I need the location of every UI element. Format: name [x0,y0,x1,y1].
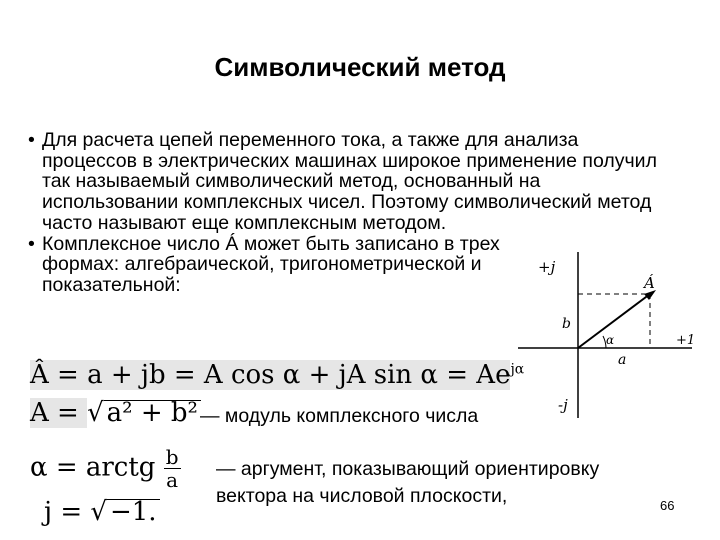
formula-forms: Â = a + jb = A cos α + jA $\sin \alpha = Ae^{j\alpha}$ [30,360,525,390]
bullet-item [28,234,502,296]
formula-argument: α = arctg $\frac{b}{a}$ [30,445,179,492]
bullet-dot: • [28,232,35,255]
a-label: a [618,352,627,368]
bullet-item [28,130,678,234]
alpha-label: α [606,333,615,347]
plus-one-label: +1 [676,333,696,348]
bullet-dot: • [28,129,35,151]
complex-plane-diagram [510,250,700,420]
formula-modulus: A = √ a² + b² [30,398,201,428]
modulus-description: — модуль комплексного числа [200,405,479,427]
vector-label: Á [644,274,655,292]
formula-j: j = √ −1. [44,497,160,527]
b-label: b [562,316,571,332]
bullet-text-2: Комплексное число Á может быть записано в трех формах: алгебраической, тригонометрической и показательной: [42,232,500,296]
bullet-text-1: Для расчета цепей переменного тока, а также для анализа процессов в электрических машинах широкое применение получил так называемый символический метод, основанный на использовании комплексных чисел. Поэтому символический метод часто называют еще комплексным методом. [42,129,657,234]
minus-j-label: -j [558,396,568,414]
slide-title: Символический метод [214,52,506,82]
argument-description: — аргумент, показывающий ориентировку вектора на числовой плоскости, [216,458,600,507]
page-number: 66 [660,498,675,513]
plus-j-label: +j [538,258,556,276]
